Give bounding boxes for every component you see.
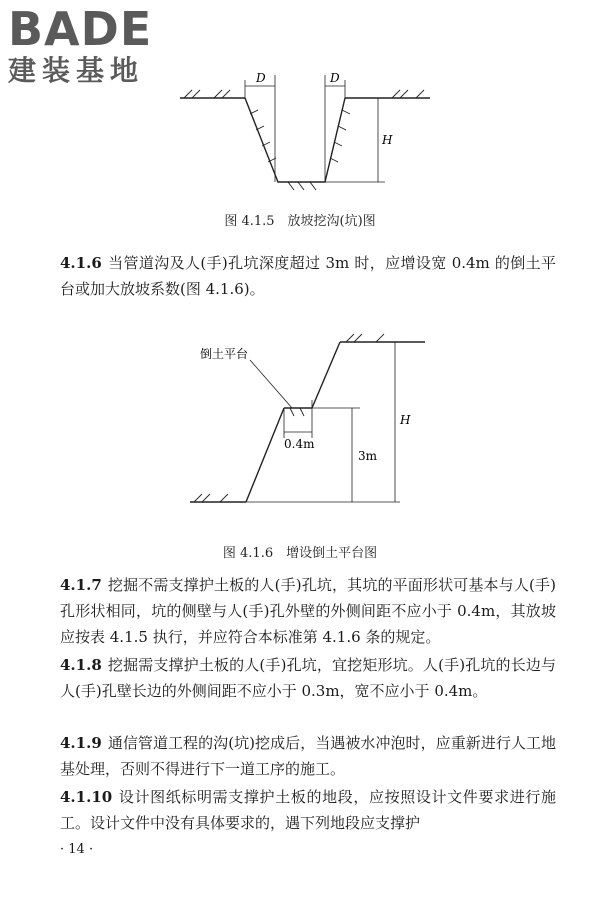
label-soil-platform: 倒土平台	[200, 347, 249, 361]
clause-number: 4.1.9	[60, 734, 102, 752]
clause-number: 4.1.8	[60, 656, 102, 674]
clause-text: 设计图纸标明需支撑护土板的地段，应按照设计文件要求进行施工。设计文件中没有具体要求的，遇下列地段应支撑护	[60, 788, 556, 832]
clause-text: 挖掘不需支撑护土板的人(手)孔坑，其坑的平面形状可基本与人(手)孔形状相同，坑的侧壁与人(手)孔外壁的外侧间距不应小于 0.4m，其放坡应按表 4.1.5 执行，并应符合本标准第 4.1.6 条的规定。	[60, 576, 556, 646]
clause-number: 4.1.10	[60, 788, 113, 806]
logo-subtitle: 建装基地	[8, 54, 145, 87]
dim-label-h: H	[400, 413, 411, 427]
clause-text: 通信管道工程的沟(坑)挖成后，当遇被水冲泡时，应重新进行人工地基处理，否则不得进行下一道工序的施工。	[60, 734, 556, 778]
figure2-caption: 图 4.1.6 增设倒土平台图	[222, 546, 378, 561]
clause-4-1-6	[60, 250, 556, 302]
clause-text: 挖掘需支撑护土板的人(手)孔坑，宜挖矩形坑。人(手)孔坑的长边与人(手)孔壁长边的外侧间距不应小于 0.3m，宽不应小于 0.4m。	[60, 656, 556, 700]
clause-text: 当管道沟及人(手)孔坑深度超过 3m 时，应增设宽 0.4m 的倒土平台或加大放坡系数(图 4.1.6)。	[60, 254, 556, 298]
dim-label-h: H	[382, 133, 393, 147]
clause-4-1-8	[60, 652, 556, 704]
clause-4-1-9	[60, 730, 556, 782]
dim-label-d-right: D	[330, 71, 340, 85]
dim-label-depth: 3m	[358, 449, 378, 463]
figure-soil-platform	[180, 330, 440, 520]
logo-wordmark: BADE	[8, 2, 153, 56]
brand-logo	[8, 4, 178, 88]
clause-number: 4.1.6	[60, 254, 102, 272]
clause-4-1-10	[60, 784, 556, 836]
clause-4-1-7	[60, 572, 556, 650]
page-number: · 14 ·	[60, 842, 94, 857]
figure-slope-trench	[170, 70, 440, 200]
figure1-caption: 图 4.1.5 放坡挖沟(坑)图	[224, 214, 376, 229]
dim-label-d-left: D	[256, 71, 266, 85]
clause-number: 4.1.7	[60, 576, 102, 594]
dim-label-width: 0.4m	[284, 437, 315, 451]
